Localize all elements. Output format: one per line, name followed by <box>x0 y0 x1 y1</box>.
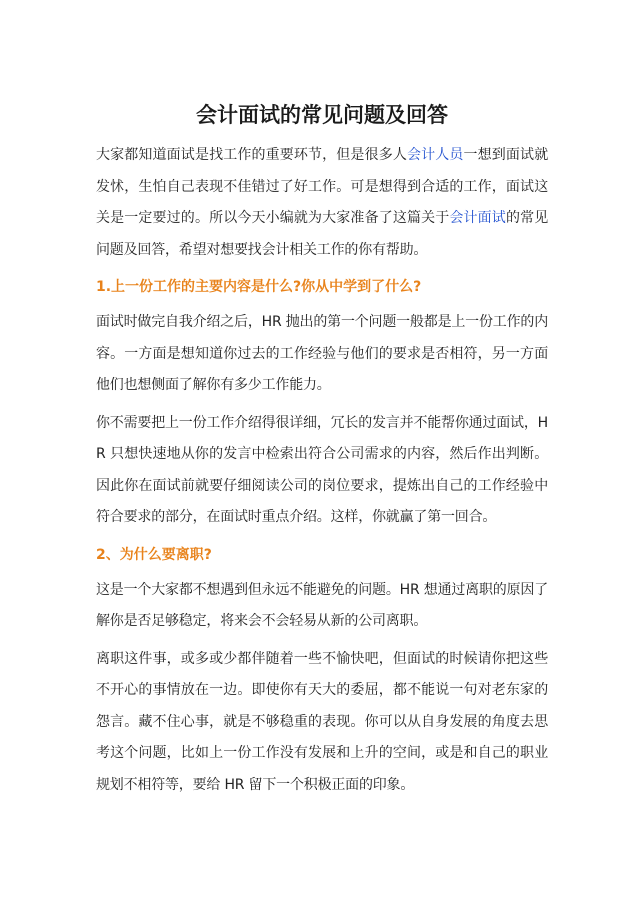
section-1-paragraph-1: 面试时做完自我介绍之后，HR 抛出的第一个问题一般都是上一份工作的内容。一方面是想知道你过去的工作经验与他们的要求是否相符，另一方面他们也想侧面了解你有多少工作能力。 <box>96 314 548 393</box>
intro-text-2: 一想到面试就发怵，生怕自己表现不佳错过了好工作。可是想得到合适的工作，面试这关是一定要过的。所以今天小编就为大家准备了这篇关于 <box>96 147 548 226</box>
section-2-paragraph-2: 离职这件事，或多或少都伴随着一些不愉快吧，但面试的时候请你把这些不开心的事情放在一边。即使你有天大的委屈，都不能说一句对老东家的怨言。藏不住心事，就是不够稳重的表现。你可以从自身发展的角度去思考这个问题，比如上一份工作没有发展和上升的空间，或是和自己的职业规划不相符等，要给 HR 留下一个积极正面的印象。 <box>96 650 548 793</box>
section-1-paragraph-2: 你不需要把上一份工作介绍得很详细，冗长的发言并不能帮你通过面试，HR 只想快速地从你的发言中检索出符合公司需求的内容，然后作出判断。因此你在面试前就要仔细阅读公司的岗位要求，提炼出自己的工作经验中符合要求的部分，在面试时重点介绍。这样，你就赢了第一回合。 <box>96 414 548 525</box>
intro-text-1: 大家都知道面试是找工作的重要环节，但是很多人 <box>96 147 407 163</box>
section-heading-1: 1.上一份工作的主要内容是什么?你从中学到了什么? <box>96 279 422 295</box>
intro-text-3: 的常见问题及回答，希望对想要找会计相关工作的你有帮助。 <box>96 210 549 258</box>
accounting-interview-link[interactable]: 会计面试 <box>449 210 506 226</box>
intro-paragraph <box>96 140 548 266</box>
article-body <box>96 140 548 807</box>
accountant-link[interactable]: 会计人员 <box>406 147 464 163</box>
page-title: 会计面试的常见问题及回答 <box>196 103 448 127</box>
section-2-paragraph-1: 这是一个大家都不想遇到但永远不能避免的问题。HR 想通过离职的原因了解你是否足够稳定，将来会不会轻易从新的公司离职。 <box>96 581 548 629</box>
section-heading-2: 2、为什么要离职? <box>96 546 212 563</box>
